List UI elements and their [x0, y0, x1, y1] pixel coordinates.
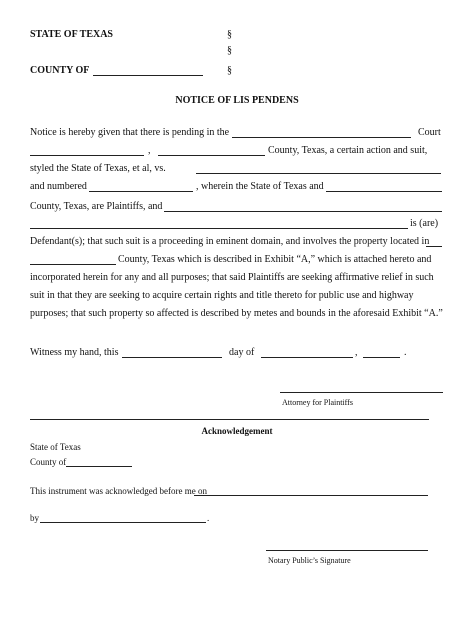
- attorney-signature-line[interactable]: [280, 392, 443, 393]
- body-line: County, Texas, a certain action and suit,: [268, 145, 428, 156]
- body-text: ,: [148, 145, 151, 156]
- court-blank[interactable]: [232, 137, 411, 138]
- body-line: Defendant(s); that such suit is a proceeding in eminent domain, and involves the property located in: [30, 236, 430, 247]
- property-county-continued-blank[interactable]: [30, 264, 116, 265]
- ack-date-blank[interactable]: [194, 495, 428, 496]
- body-line: suit in that they are seeking to acquire certain rights and title thereto for public use and highway: [30, 290, 414, 301]
- plaintiff-county-blank[interactable]: [326, 191, 442, 192]
- document-title: NOTICE OF LIS PENDENS: [175, 95, 299, 106]
- county-label: COUNTY OF: [30, 65, 90, 76]
- ack-by: by: [30, 513, 39, 523]
- section-mark: §: [227, 29, 232, 40]
- body-line: and numbered: [30, 181, 87, 192]
- ack-by-blank[interactable]: [40, 522, 206, 523]
- defendants-blank[interactable]: [164, 211, 442, 212]
- witness-text: .: [404, 347, 407, 358]
- notary-caption: Notary Public’s Signature: [268, 556, 351, 565]
- property-county-blank[interactable]: [426, 246, 442, 247]
- witness-text: ,: [355, 347, 358, 358]
- ack-county: County of: [30, 457, 67, 467]
- notary-signature-line[interactable]: [266, 550, 428, 551]
- witness-text: day of: [229, 347, 255, 358]
- witness-year-blank[interactable]: [363, 357, 400, 358]
- body-line: is (are): [410, 218, 439, 229]
- section-divider: [30, 419, 429, 420]
- ack-state: State of Texas: [30, 442, 81, 452]
- section-mark: §: [227, 65, 232, 76]
- ack-by-period: .: [207, 513, 210, 523]
- county-name-blank[interactable]: [158, 155, 265, 156]
- state-label: STATE OF TEXAS: [30, 29, 113, 40]
- ack-county-blank[interactable]: [66, 466, 132, 467]
- ack-instrument: This instrument was acknowledged before me on: [30, 486, 207, 496]
- acknowledgement-heading: Acknowledgement: [201, 426, 273, 436]
- body-line: County, Texas, are Plaintiffs, and: [30, 201, 163, 212]
- attorney-caption: Attorney for Plaintiffs: [282, 398, 353, 407]
- defendants-continued-blank[interactable]: [30, 228, 408, 229]
- cause-number-blank[interactable]: [89, 191, 193, 192]
- witness-day-blank[interactable]: [122, 357, 222, 358]
- body-line: Notice is hereby given that there is pending in the: [30, 127, 230, 138]
- court-number-blank[interactable]: [30, 155, 144, 156]
- defendant-name-blank[interactable]: [196, 173, 441, 174]
- body-line: styled the State of Texas, et al, vs.: [30, 163, 166, 174]
- body-line: incorporated herein for any and all purposes; that said Plaintiffs are seeking affirmative relief in such: [30, 272, 434, 283]
- body-line: County, Texas which is described in Exhibit “A,” which is attached hereto and: [118, 254, 432, 265]
- body-line: Court: [418, 127, 441, 138]
- witness-text: Witness my hand, this: [30, 347, 119, 358]
- body-line: , wherein the State of Texas and: [196, 181, 324, 192]
- witness-month-blank[interactable]: [261, 357, 353, 358]
- county-blank[interactable]: [93, 75, 203, 76]
- body-line: purposes; that such property so affected is described by metes and bounds in the aforesaid Exhibit “A.”: [30, 308, 443, 319]
- section-mark: §: [227, 45, 232, 56]
